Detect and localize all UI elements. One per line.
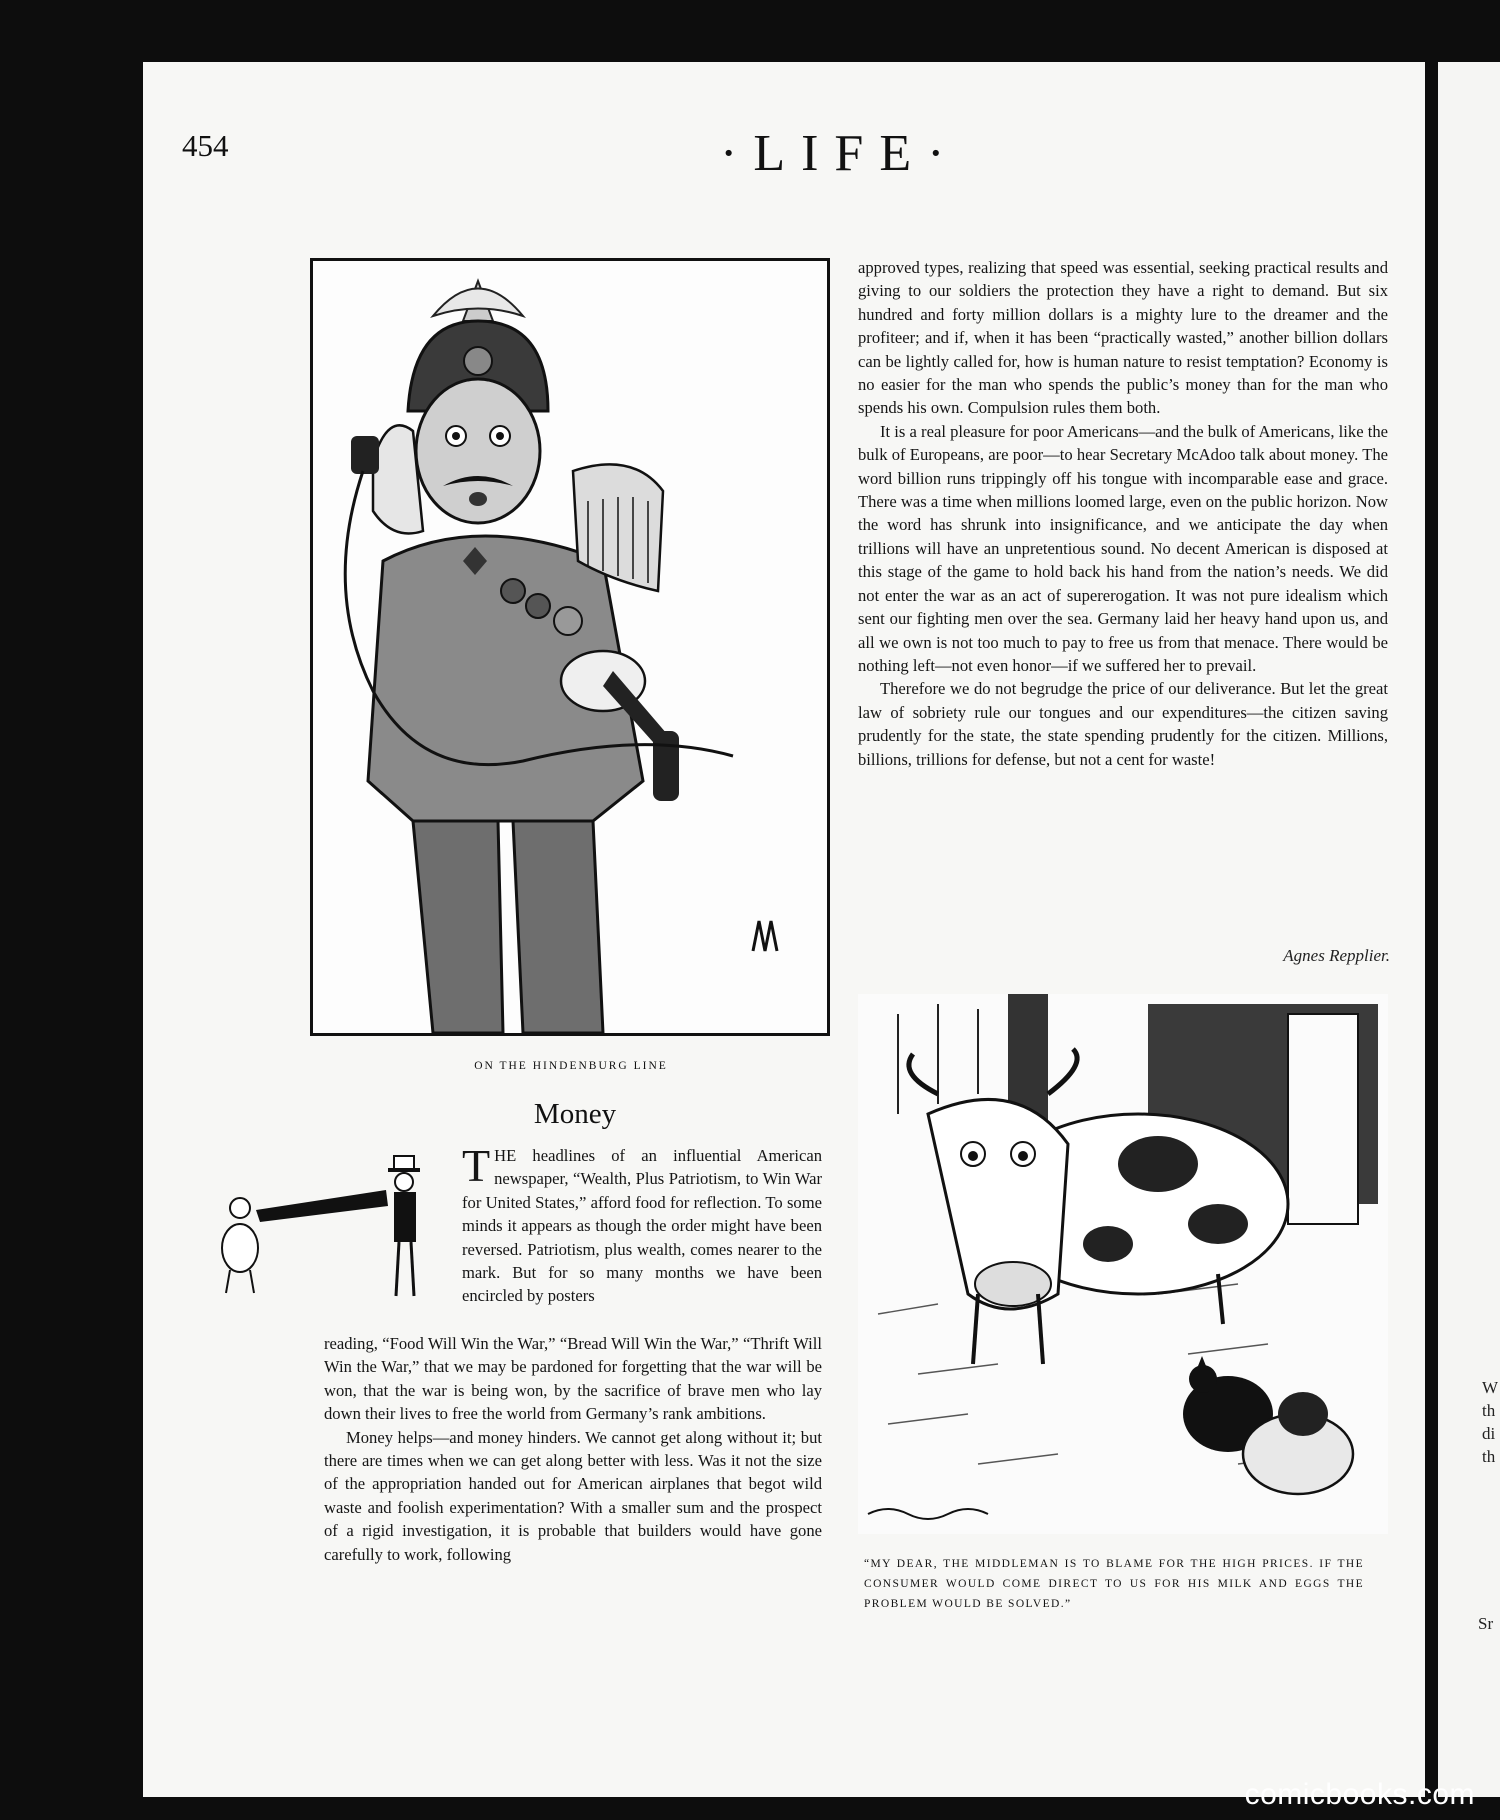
- page-number: 454: [182, 128, 229, 163]
- next-page-fragment: Sr: [1478, 1614, 1494, 1633]
- article-lead-continued: reading, “Food Will Win the War,” “Bread Will Win the War,” “Thrift Will Win the War,” that we may be pardoned for forgetting that the war will be won, that the war is being won, by the sacrifice of brave men who lay down their lives to free the world from Germany’s rank ambitions.: [324, 1334, 822, 1424]
- author-signature: Agnes Repplier.: [1283, 946, 1390, 965]
- article-title: Money: [533, 1098, 617, 1130]
- kaiser-cartoon-caption: ON THE HINDENBURG LINE: [474, 1060, 668, 1072]
- uncle-sam-vignette: [216, 1148, 456, 1308]
- adjacent-page-edge: [1438, 62, 1500, 1797]
- next-page-fragment: th: [1482, 1447, 1496, 1466]
- article-left-column: [324, 1332, 822, 1566]
- uncle-sam-telescope-illustration: [216, 1148, 456, 1308]
- article-right-column: [858, 256, 1388, 771]
- article-right-paragraph-3: Therefore we do not begrudge the price of our deliverance. But let the great law of sobriety rule our tongues and our expenditures—the citizen saving prudently for the state, the state spending prudently for the citizen. Millions, billions, trillions for defense, but not a cent for waste!: [858, 679, 1388, 769]
- masthead-title: ·LIFE·: [720, 125, 961, 182]
- cow-cartoon: [858, 994, 1388, 1534]
- next-page-fragment: W: [1482, 1378, 1499, 1397]
- cow-cartoon-caption: “MY DEAR, THE MIDDLEMAN IS TO BLAME FOR THE HIGH PRICES. IF THE CONSUMER WOULD COME DIRECT TO US FOR HIS MILK AND EGGS THE PROBLEM WOULD BE SOLVED.”: [864, 1558, 1364, 1610]
- site-watermark: comicbooks.com: [1244, 1778, 1475, 1811]
- cow-and-hens-illustration: [858, 994, 1388, 1534]
- next-page-fragment: th: [1482, 1401, 1496, 1420]
- article-lead-text: HE headlines of an influential American newspaper, “Wealth, Plus Patriotism, to Win War for United States,” afford food for reflection. To some minds it appears as though the order might have been reversed. Patriotism, plus wealth, comes nearer to the mark. But for so many months we have been encircled by posters: [462, 1146, 822, 1306]
- next-page-fragment: di: [1482, 1424, 1496, 1443]
- article-paragraph-2: Money helps—and money hinders. We cannot get along without it; but there are times when we can get along better with less. Was it not the size of the appropriation handed out for American airplanes that begot wild waste and foolish experimentation? With a smaller sum and the prospect of a rigid investigation, it is probable that builders would have gone carefully to work, following: [324, 1427, 822, 1564]
- article-right-paragraph-2: It is a real pleasure for poor Americans—and the bulk of Americans, like the bulk of Europeans, are poor—to hear Secretary McAdoo talk about money. The word billion runs trippingly off his tongue with incomparable ease and grace. There was a time when millions loomed large, even on the public horizon. Now the word has shrunk into insignificance, and we anticipate the day when trillions will have an unpretentious sound. No decent American is disposed at this stage of the game to hold back his hand from the nation’s needs. We did not enter the war as an act of supererogation. It was not pure idealism which sent our fighting men over the sea. Germany laid her heavy hand upon us, and all we own is not too much to pay to free us from that menace. There would be nothing left—not even honor—if we suffered her to prevail.: [858, 421, 1388, 675]
- article-right-paragraph-1: approved types, realizing that speed was essential, seeking practical results and giving to our soldiers the protection they have a right to demand. But six hundred and forty million dollars is a mighty lure to the dreamer and the profiteer; and if, when it has been “practically wasted,” another billion dollars can be lightly called for, how is human nature to resist temptation? Economy is no easier for the man who spends the public’s money than for the man who spends his own. Compulsion rules them both.: [858, 258, 1388, 418]
- kaiser-telephone-illustration: [313, 261, 827, 1033]
- article-dropcap: T: [462, 1140, 491, 1191]
- kaiser-cartoon: [310, 258, 830, 1036]
- article-lead-column: [462, 1140, 822, 1308]
